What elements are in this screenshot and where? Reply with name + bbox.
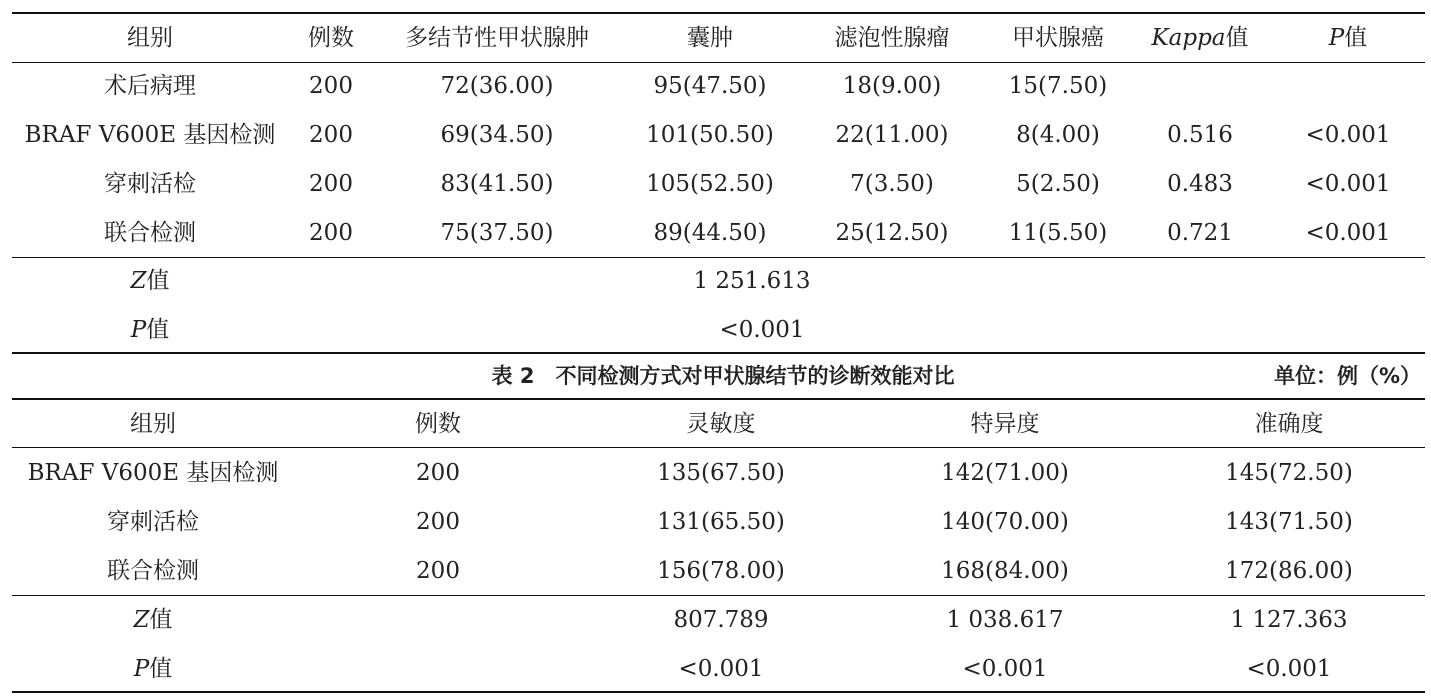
table2-header-specificity: 特异度 xyxy=(970,411,1040,437)
table2-z-value: 1 038.617 xyxy=(946,607,1064,633)
table1-cell: 83(41.50) xyxy=(440,171,554,197)
table2-bottom-rule xyxy=(12,691,1425,693)
table1-header-p: P值 xyxy=(1328,25,1368,51)
table1-cell: 101(50.50) xyxy=(646,122,774,148)
table2-row-label: 联合检测 xyxy=(107,558,199,584)
table2-title: 表 2 不同检测方式对甲状腺结节的诊断效能对比 xyxy=(491,364,955,388)
table2-row-label: BRAF V600E 基因检测 xyxy=(27,460,279,486)
table1-cell: 0.721 xyxy=(1167,220,1233,246)
table1-bottom-rule xyxy=(12,352,1425,354)
table2-cell: 142(71.00) xyxy=(941,460,1069,486)
table2-p-value: <0.001 xyxy=(1246,656,1332,682)
table2-stats-rule xyxy=(12,595,1425,596)
table1-cell: 11(5.50) xyxy=(1008,220,1108,246)
table1-cell: <0.001 xyxy=(1305,122,1391,148)
table1-cell: 8(4.00) xyxy=(1016,122,1100,148)
table2-header-count: 例数 xyxy=(415,411,461,437)
table2-cell: 168(84.00) xyxy=(941,558,1069,584)
table1-header-multinodular: 多结节性甲状腺肿 xyxy=(405,25,589,51)
table1-z-value: 1 251.613 xyxy=(693,268,811,294)
table2-cell: 140(70.00) xyxy=(941,509,1069,535)
table2-top-rule xyxy=(12,398,1425,400)
table1-z-label: Z值 xyxy=(130,268,170,294)
table1-header-group: 组别 xyxy=(127,25,173,51)
table1-cell: 95(47.50) xyxy=(653,73,767,99)
table2-cell: 172(86.00) xyxy=(1225,558,1353,584)
table1-cell: 0.516 xyxy=(1167,122,1233,148)
table1-row-label: 联合检测 xyxy=(104,220,196,246)
table1-stats-rule xyxy=(12,257,1425,258)
table2-z-value: 1 127.363 xyxy=(1230,607,1348,633)
table1-cell: 200 xyxy=(309,122,353,148)
table2-header-rule xyxy=(12,447,1425,448)
table1-header-count: 例数 xyxy=(308,25,354,51)
table2-cell: 143(71.50) xyxy=(1225,509,1353,535)
table1-cell: 200 xyxy=(309,220,353,246)
table1-cell: 5(2.50) xyxy=(1016,171,1100,197)
table1-row-label: BRAF V600E 基因检测 xyxy=(24,122,276,148)
table1-cell: 69(34.50) xyxy=(440,122,554,148)
table2-p-label: P值 xyxy=(133,656,173,682)
table1-cell: 75(37.50) xyxy=(440,220,554,246)
table1-cell: 0.483 xyxy=(1167,171,1233,197)
table1-cell: 72(36.00) xyxy=(440,73,554,99)
table1-p-label: P值 xyxy=(130,317,170,343)
table1-cell: 200 xyxy=(309,171,353,197)
table1-cell: 105(52.50) xyxy=(646,171,774,197)
table2-cell: 200 xyxy=(416,558,460,584)
table2-header-group: 组别 xyxy=(130,411,176,437)
table2-header-accuracy: 准确度 xyxy=(1254,411,1324,437)
table2-p-value: <0.001 xyxy=(678,656,764,682)
table2-cell: 145(72.50) xyxy=(1225,460,1353,486)
table1-header-cyst: 囊肿 xyxy=(687,25,733,51)
table2-cell: 200 xyxy=(416,460,460,486)
table1-header-kappa: Kappa值 xyxy=(1151,25,1249,51)
table1-cell: 89(44.50) xyxy=(653,220,767,246)
table2-cell: 156(78.00) xyxy=(657,558,785,584)
table1-cell: 22(11.00) xyxy=(835,122,949,148)
table1-row-label: 术后病理 xyxy=(104,73,196,99)
table1-header-follicular-adenoma: 滤泡性腺瘤 xyxy=(834,25,950,51)
table2-z-label: Z值 xyxy=(133,607,173,633)
table2-header-sensitivity: 灵敏度 xyxy=(686,411,756,437)
table1-cell: 15(7.50) xyxy=(1008,73,1108,99)
table1-row-label: 穿刺活检 xyxy=(104,171,196,197)
table2-cell: 135(67.50) xyxy=(657,460,785,486)
table1-p-value: <0.001 xyxy=(719,317,805,343)
table2-p-value: <0.001 xyxy=(962,656,1048,682)
table1-cell: <0.001 xyxy=(1305,220,1391,246)
table2-cell: 200 xyxy=(416,509,460,535)
table1-cell: <0.001 xyxy=(1305,171,1391,197)
table2-unit: 单位：例（%） xyxy=(1273,364,1421,388)
table1-cell: 7(3.50) xyxy=(850,171,934,197)
table1-header-thyroid-cancer: 甲状腺癌 xyxy=(1012,25,1104,51)
table2-z-value: 807.789 xyxy=(673,607,769,633)
table2-row-label: 穿刺活检 xyxy=(107,509,199,535)
table1-header-rule xyxy=(12,62,1425,63)
table1-cell: 18(9.00) xyxy=(842,73,942,99)
table1-cell: 200 xyxy=(309,73,353,99)
table1-cell: 25(12.50) xyxy=(835,220,949,246)
table2-cell: 131(65.50) xyxy=(657,509,785,535)
table1-top-rule xyxy=(12,12,1425,14)
